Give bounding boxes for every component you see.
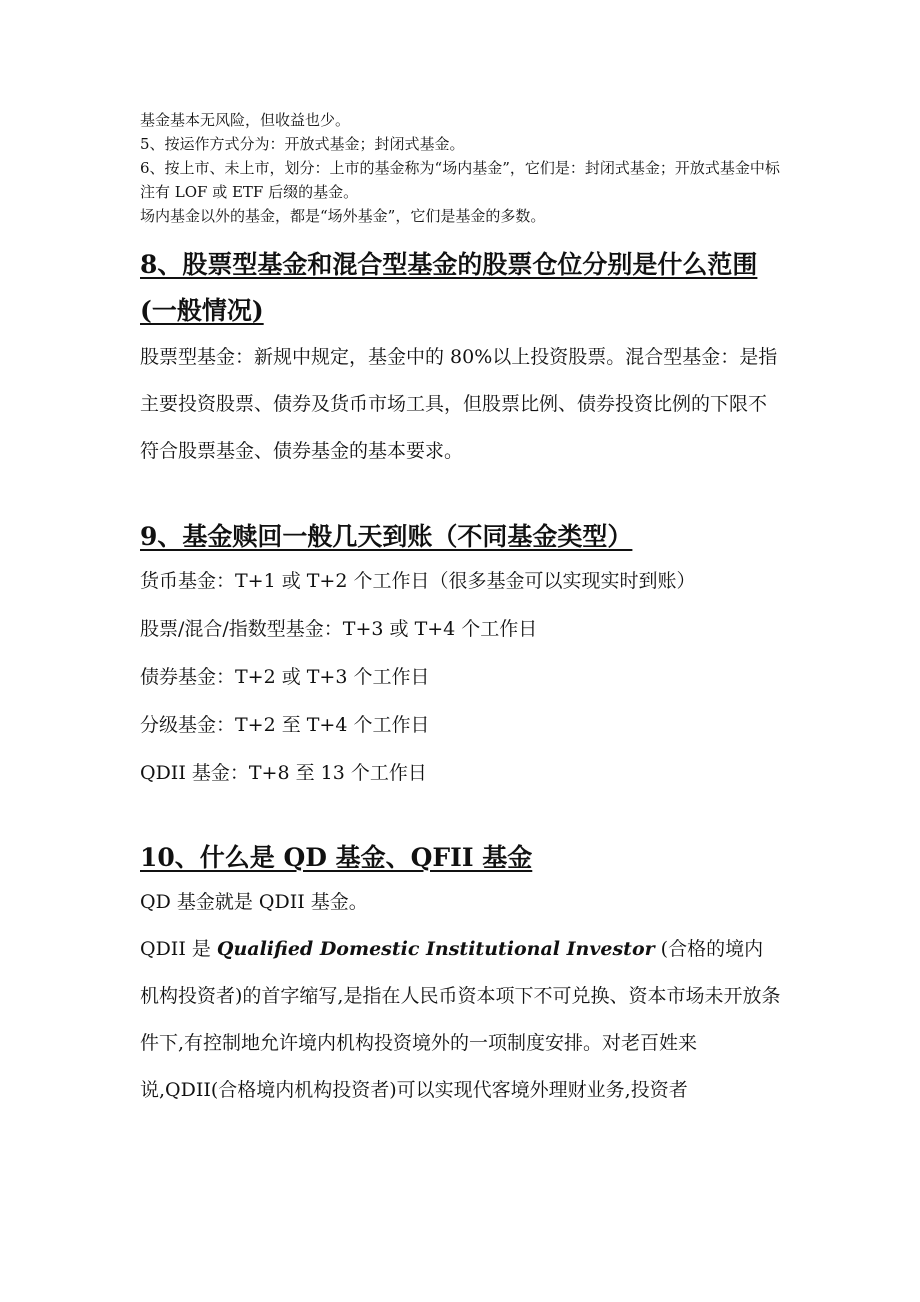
redemption-bond-fund: 债券基金：T+2 或 T+3 个工作日 (140, 666, 430, 688)
section-10-paragraph-2 (140, 926, 782, 1114)
intro-line-4: 场内基金以外的基金，都是“场外基金”，它们是基金的多数。 (140, 207, 546, 225)
redemption-qdii-fund: QDII 基金：T+8 至 13 个工作日 (140, 762, 427, 784)
redemption-graded-fund: 分级基金：T+2 至 T+4 个工作日 (140, 714, 430, 736)
section-8-body: 股票型基金：新规中规定，基金中的 80%以上投资股票。混合型基金：是指主要投资股票、债券及货币市场工具，但股票比例、债券投资比例的下限不符合股票基金、债券基金的基本要求。 (140, 346, 778, 462)
intro-line-2: 5、按运作方式分为：开放式基金；封闭式基金。 (140, 135, 465, 153)
qdii-full-term: Qualified Domestic Institutional Investor (216, 938, 655, 960)
section-10-heading: 10、什么是 QD 基金、QFII 基金 (140, 843, 533, 872)
intro-line-3: 6、按上市、未上市，划分：上市的基金称为“场内基金”，它们是：封闭式基金；开放式基金中标注有 LOF 或 ETF 后缀的基金。 (140, 159, 780, 201)
redemption-stock-fund: 股票/混合/指数型基金：T+3 或 T+4 个工作日 (140, 618, 538, 640)
document-page (140, 108, 782, 1114)
section-10-paragraph-1: QD 基金就是 QDII 基金。 (140, 891, 368, 913)
qdii-description: (合格的境内机构投资者)的首字缩写,是指在人民币资本项下不可兑换、资本市场未开放条件下,有控制地允许境内机构投资境外的一项制度安排。对老百姓来说,QDII(合格境内机构投资者)可以实现代客境外理财业务,投资者 (140, 938, 781, 1101)
section-8-heading: 8、股票型基金和混合型基金的股票仓位分别是什么范围(一般情况) (140, 250, 758, 325)
section-9-heading: 9、基金赎回一般几天到账（不同基金类型） (140, 522, 633, 551)
intro-line-1: 基金基本无风险，但收益也少。 (140, 111, 351, 129)
intro-block (140, 108, 782, 228)
redemption-money-fund: 货币基金：T+1 或 T+2 个工作日（很多基金可以实现实时到账） (140, 570, 696, 592)
qdii-prefix: QDII 是 (140, 938, 217, 960)
redemption-list (140, 557, 782, 797)
